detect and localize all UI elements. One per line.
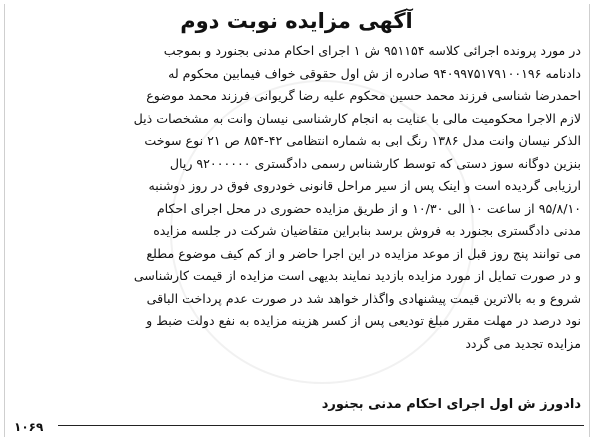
body-line: در مورد پرونده اجرائی کلاسه ۹۵۱۱۵۴ ش ۱ اجرای احکام مدنی بجنورد و بموجب — [163, 43, 581, 58]
body-line: احمدرضا شناسی فرزند محمد حسین محکوم علیه رضا گریوانی فرزند محمد موضوع — [146, 88, 581, 103]
notice-title: آگهی مزایده نوبت دوم — [180, 9, 413, 33]
body-line: نود درصد در مهلت مقرر مبلغ تودیعی پس از کسر هزینه مزایده به نفع دولت ضبط و — [146, 313, 581, 328]
body-line: دادنامه ۹۴۰۹۹۷۵۱۷۹۱۰۰۱۹۶ صادره از ش اول حقوقی خواف فیمابین محکوم له — [168, 65, 581, 81]
notice-body — [14, 40, 581, 355]
body-line: مزایده تجدید می گردد — [465, 335, 581, 351]
body-line: شروع و به بالاترین قیمت پیشنهادی واگذار خواهد شد در صورت عدم پرداخت الباقی — [146, 290, 581, 306]
body-line: می توانند پنج روز قبل از موعد مزایده در این اجرا حاضر و از کم کیف موضوع مطلع — [146, 245, 581, 261]
body-line: الذکر نیسان وانت مدل ۱۳۸۶ رنگ ابی به شماره انتظامی ۴۲-۸۵۴ ص ۲۱ نوع سوخت — [144, 133, 581, 148]
body-line: و در صورت تمایل از مورد مزایده بازدید نمایند بدیهی است مزایده از قیمت کارشناسی — [133, 268, 581, 283]
body-line: بنزین دوگانه سوز دستی که توسط کارشناس رسمی دادگستری ۹۲۰۰۰۰۰۰ ریال — [169, 155, 581, 171]
body-line: لازم الاجرا محکومیت مالی با عنایت به انجام کارشناسی نیسان وانت به مشخصات ذیل — [133, 110, 581, 126]
body-line: ۹۵/۸/۱۰ از ساعت ۱۰ الی ۱۰/۳۰ و از طریق مزایده حضوری در محل اجرای احکام — [156, 200, 581, 216]
body-line: ارزیابی گردیده است و اینک پس از سیر مراحل قانونی خودروی فوق در روز دوشنبه — [148, 178, 581, 193]
notice-code: ۱۰۶۹ — [14, 420, 44, 434]
footer-divider — [58, 425, 584, 426]
signature-line: دادورز ش اول اجرای احکام مدنی بجنورد — [321, 397, 581, 412]
body-line: مدنی دادگستری بجنورد به فروش برسد بنابراین متقاضیان شرکت در جلسه مزایده — [153, 223, 581, 238]
